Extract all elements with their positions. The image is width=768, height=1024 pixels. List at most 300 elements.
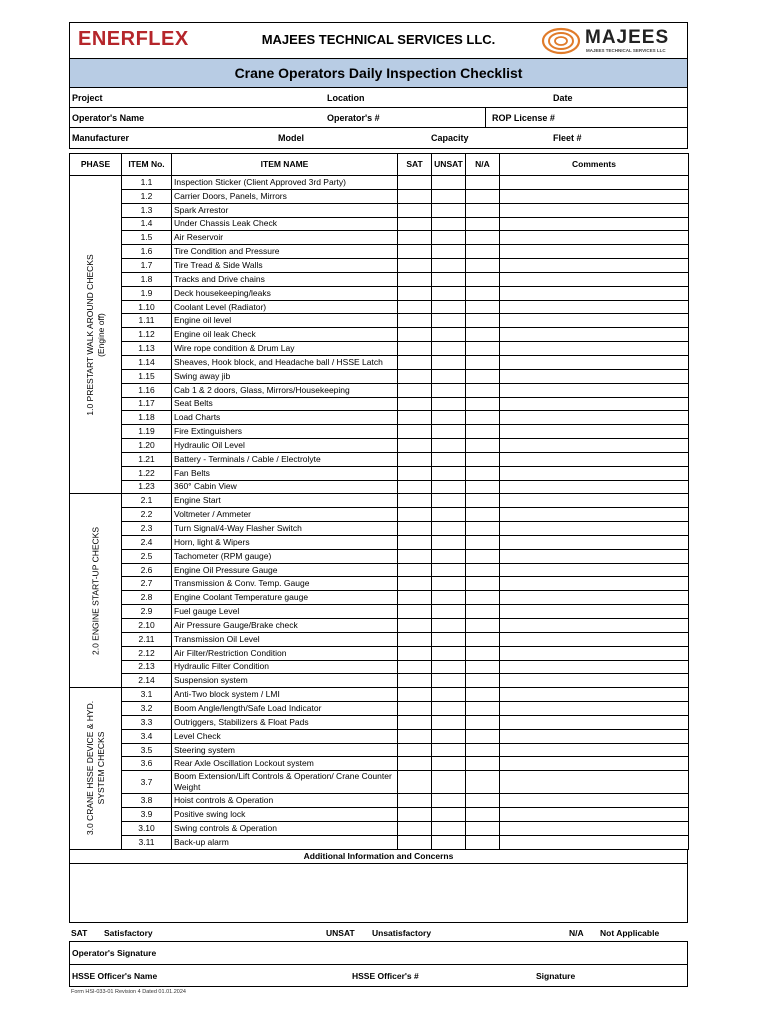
comments-cell[interactable] <box>500 383 689 397</box>
item-number: 1.13 <box>122 342 172 356</box>
na-cell[interactable] <box>466 577 500 591</box>
item-number: 1.15 <box>122 369 172 383</box>
na-cell[interactable] <box>466 369 500 383</box>
legend-na-desc: Not Applicable <box>600 927 660 938</box>
comments-cell[interactable] <box>500 466 689 480</box>
na-cell[interactable] <box>466 259 500 273</box>
item-number: 1.18 <box>122 411 172 425</box>
item-name: Rear Axle Oscillation Lockout system <box>172 757 398 771</box>
unsat-cell[interactable] <box>432 549 466 563</box>
item-name: Load Charts <box>172 411 398 425</box>
unsat-cell[interactable] <box>432 757 466 771</box>
na-cell[interactable] <box>466 688 500 702</box>
item-name: Air Pressure Gauge/Brake check <box>172 619 398 633</box>
table-row <box>70 466 689 480</box>
na-cell[interactable] <box>466 342 500 356</box>
col-unsat: UNSAT <box>432 154 466 176</box>
unsat-cell[interactable] <box>432 425 466 439</box>
sat-cell[interactable] <box>398 591 432 605</box>
na-cell[interactable] <box>466 821 500 835</box>
info-block <box>69 88 688 149</box>
na-cell[interactable] <box>466 715 500 729</box>
table-row <box>70 397 689 411</box>
item-name: Engine oil level <box>172 314 398 328</box>
table-row <box>70 771 689 794</box>
na-cell[interactable] <box>466 300 500 314</box>
comments-cell[interactable] <box>500 286 689 300</box>
sat-cell[interactable] <box>398 314 432 328</box>
phase-label-line1: 1.0 PRESTART WALK AROUND CHECKS <box>84 254 95 416</box>
sat-cell[interactable] <box>398 466 432 480</box>
na-cell[interactable] <box>466 328 500 342</box>
sat-cell[interactable] <box>398 286 432 300</box>
unsat-cell[interactable] <box>432 439 466 453</box>
unsat-cell[interactable] <box>432 286 466 300</box>
unsat-cell[interactable] <box>432 577 466 591</box>
comments-cell[interactable] <box>500 549 689 563</box>
comments-cell[interactable] <box>500 605 689 619</box>
comments-cell[interactable] <box>500 494 689 508</box>
sat-cell[interactable] <box>398 619 432 633</box>
comments-cell[interactable] <box>500 535 689 549</box>
item-number: 2.10 <box>122 619 172 633</box>
item-number: 1.5 <box>122 231 172 245</box>
table-row <box>70 425 689 439</box>
sat-cell[interactable] <box>398 203 432 217</box>
sat-cell[interactable] <box>398 605 432 619</box>
hsse-name-label: HSSE Officer's Name <box>72 970 158 981</box>
item-name: Outriggers, Stabilizers & Float Pads <box>172 715 398 729</box>
na-cell[interactable] <box>466 383 500 397</box>
item-name: Engine Start <box>172 494 398 508</box>
na-cell[interactable] <box>466 549 500 563</box>
sat-cell[interactable] <box>398 771 432 794</box>
table-row <box>70 189 689 203</box>
checklist-header-row <box>70 154 689 176</box>
na-cell[interactable] <box>466 563 500 577</box>
sat-cell[interactable] <box>398 794 432 808</box>
sat-cell[interactable] <box>398 535 432 549</box>
unsat-cell[interactable] <box>432 259 466 273</box>
sat-cell[interactable] <box>398 272 432 286</box>
na-cell[interactable] <box>466 494 500 508</box>
comments-cell[interactable] <box>500 452 689 466</box>
na-cell[interactable] <box>466 286 500 300</box>
unsat-cell[interactable] <box>432 563 466 577</box>
info-row-project <box>70 88 687 108</box>
sat-cell[interactable] <box>398 439 432 453</box>
sat-cell[interactable] <box>398 480 432 494</box>
comments-cell[interactable] <box>500 480 689 494</box>
comments-cell[interactable] <box>500 411 689 425</box>
comments-cell[interactable] <box>500 245 689 259</box>
item-name: Steering system <box>172 743 398 757</box>
unsat-cell[interactable] <box>432 383 466 397</box>
comments-cell[interactable] <box>500 591 689 605</box>
comments-cell[interactable] <box>500 729 689 743</box>
unsat-cell[interactable] <box>432 466 466 480</box>
comments-cell[interactable] <box>500 821 689 835</box>
unsat-cell[interactable] <box>432 646 466 660</box>
unsat-cell[interactable] <box>432 794 466 808</box>
phase-label-line2: SYSTEM CHECKS <box>95 732 106 805</box>
comments-cell[interactable] <box>500 342 689 356</box>
item-number: 2.9 <box>122 605 172 619</box>
item-number: 1.21 <box>122 452 172 466</box>
sat-cell[interactable] <box>398 549 432 563</box>
item-name: Tracks and Drive chains <box>172 272 398 286</box>
na-cell[interactable] <box>466 646 500 660</box>
comments-cell[interactable] <box>500 757 689 771</box>
unsat-cell[interactable] <box>432 771 466 794</box>
comments-cell[interactable] <box>500 743 689 757</box>
comments-cell[interactable] <box>500 328 689 342</box>
item-name: Coolant Level (Radiator) <box>172 300 398 314</box>
date-label: Date <box>553 93 573 103</box>
item-name: Battery - Terminals / Cable / Electrolyte <box>172 452 398 466</box>
comments-cell[interactable] <box>500 300 689 314</box>
comments-cell[interactable] <box>500 577 689 591</box>
na-cell[interactable] <box>466 702 500 716</box>
sat-cell[interactable] <box>398 300 432 314</box>
unsat-cell[interactable] <box>432 369 466 383</box>
table-row <box>70 605 689 619</box>
na-cell[interactable] <box>466 522 500 536</box>
sat-cell[interactable] <box>398 355 432 369</box>
item-number: 1.11 <box>122 314 172 328</box>
item-name: Horn, light & Wipers <box>172 535 398 549</box>
unsat-cell[interactable] <box>432 508 466 522</box>
item-number: 2.3 <box>122 522 172 536</box>
unsat-cell[interactable] <box>432 605 466 619</box>
item-number: 2.14 <box>122 674 172 688</box>
na-cell[interactable] <box>466 508 500 522</box>
sat-cell[interactable] <box>398 632 432 646</box>
table-row <box>70 300 689 314</box>
comments-cell[interactable] <box>500 231 689 245</box>
comments-cell[interactable] <box>500 632 689 646</box>
unsat-cell[interactable] <box>432 176 466 190</box>
unsat-cell[interactable] <box>432 217 466 231</box>
col-phase: PHASE <box>70 154 122 176</box>
unsat-cell[interactable] <box>432 715 466 729</box>
phase-label <box>85 254 107 415</box>
comments-cell[interactable] <box>500 259 689 273</box>
comments-cell[interactable] <box>500 217 689 231</box>
table-row <box>70 355 689 369</box>
comments-cell[interactable] <box>500 355 689 369</box>
capacity-label: Capacity <box>431 133 469 143</box>
item-number: 1.19 <box>122 425 172 439</box>
sat-cell[interactable] <box>398 688 432 702</box>
item-name: Transmission & Conv. Temp. Gauge <box>172 577 398 591</box>
item-number: 3.5 <box>122 743 172 757</box>
item-number: 3.7 <box>122 771 172 794</box>
na-cell[interactable] <box>466 176 500 190</box>
sat-cell[interactable] <box>398 835 432 849</box>
sat-cell[interactable] <box>398 563 432 577</box>
na-cell[interactable] <box>466 771 500 794</box>
info-row-operator <box>70 108 687 128</box>
na-cell[interactable] <box>466 411 500 425</box>
item-name: Hydraulic Oil Level <box>172 439 398 453</box>
unsat-cell[interactable] <box>432 808 466 822</box>
item-name: Swing controls & Operation <box>172 821 398 835</box>
na-cell[interactable] <box>466 466 500 480</box>
item-number: 3.2 <box>122 702 172 716</box>
na-cell[interactable] <box>466 835 500 849</box>
sat-cell[interactable] <box>398 231 432 245</box>
sat-cell[interactable] <box>398 383 432 397</box>
hsse-officer-row[interactable] <box>70 964 687 986</box>
unsat-cell[interactable] <box>432 821 466 835</box>
na-cell[interactable] <box>466 314 500 328</box>
operator-signature-label: Operator's Signature <box>72 947 157 958</box>
item-name: Cab 1 & 2 doors, Glass, Mirrors/Housekeeping <box>172 383 398 397</box>
na-cell[interactable] <box>466 203 500 217</box>
unsat-cell[interactable] <box>432 300 466 314</box>
item-number: 1.23 <box>122 480 172 494</box>
sat-cell[interactable] <box>398 646 432 660</box>
comments-cell[interactable] <box>500 702 689 716</box>
comments-cell[interactable] <box>500 369 689 383</box>
na-cell[interactable] <box>466 480 500 494</box>
unsat-cell[interactable] <box>432 314 466 328</box>
sat-cell[interactable] <box>398 743 432 757</box>
comments-cell[interactable] <box>500 771 689 794</box>
sat-cell[interactable] <box>398 397 432 411</box>
comments-cell[interactable] <box>500 563 689 577</box>
form-title: Crane Operators Daily Inspection Checklist <box>69 58 688 88</box>
comments-cell[interactable] <box>500 272 689 286</box>
na-cell[interactable] <box>466 729 500 743</box>
sat-cell[interactable] <box>398 522 432 536</box>
unsat-cell[interactable] <box>432 203 466 217</box>
sat-cell[interactable] <box>398 508 432 522</box>
table-row <box>70 794 689 808</box>
unsat-cell[interactable] <box>432 688 466 702</box>
unsat-cell[interactable] <box>432 328 466 342</box>
comments-cell[interactable] <box>500 715 689 729</box>
unsat-cell[interactable] <box>432 835 466 849</box>
location-label: Location <box>327 93 365 103</box>
table-row <box>70 808 689 822</box>
item-number: 3.8 <box>122 794 172 808</box>
unsat-cell[interactable] <box>432 535 466 549</box>
na-cell[interactable] <box>466 794 500 808</box>
na-cell[interactable] <box>466 757 500 771</box>
comments-cell[interactable] <box>500 660 689 674</box>
table-row <box>70 314 689 328</box>
item-name: Suspension system <box>172 674 398 688</box>
phase-label-line2: (Engine off) <box>95 312 106 357</box>
comments-cell[interactable] <box>500 203 689 217</box>
unsat-cell[interactable] <box>432 674 466 688</box>
comments-cell[interactable] <box>500 508 689 522</box>
comments-cell[interactable] <box>500 619 689 633</box>
item-number: 1.7 <box>122 259 172 273</box>
additional-info-field[interactable] <box>70 864 687 922</box>
na-cell[interactable] <box>466 217 500 231</box>
na-cell[interactable] <box>466 452 500 466</box>
sat-cell[interactable] <box>398 821 432 835</box>
na-cell[interactable] <box>466 619 500 633</box>
sat-cell[interactable] <box>398 452 432 466</box>
na-cell[interactable] <box>466 674 500 688</box>
unsat-cell[interactable] <box>432 591 466 605</box>
unsat-cell[interactable] <box>432 397 466 411</box>
sat-cell[interactable] <box>398 729 432 743</box>
unsat-cell[interactable] <box>432 272 466 286</box>
table-row <box>70 563 689 577</box>
item-number: 2.12 <box>122 646 172 660</box>
na-cell[interactable] <box>466 231 500 245</box>
na-cell[interactable] <box>466 535 500 549</box>
unsat-cell[interactable] <box>432 231 466 245</box>
table-row <box>70 480 689 494</box>
item-number: 2.7 <box>122 577 172 591</box>
sat-cell[interactable] <box>398 494 432 508</box>
na-cell[interactable] <box>466 439 500 453</box>
unsat-cell[interactable] <box>432 355 466 369</box>
item-name: Boom Angle/length/Safe Load Indicator <box>172 702 398 716</box>
sat-cell[interactable] <box>398 425 432 439</box>
item-number: 3.3 <box>122 715 172 729</box>
item-name: Anti-Two block system / LMI <box>172 688 398 702</box>
legend-sat: SAT <box>71 927 88 938</box>
na-cell[interactable] <box>466 272 500 286</box>
na-cell[interactable] <box>466 425 500 439</box>
na-cell[interactable] <box>466 245 500 259</box>
sat-cell[interactable] <box>398 411 432 425</box>
na-cell[interactable] <box>466 660 500 674</box>
table-row <box>70 729 689 743</box>
na-cell[interactable] <box>466 808 500 822</box>
comments-cell[interactable] <box>500 314 689 328</box>
comments-cell[interactable] <box>500 189 689 203</box>
table-row <box>70 508 689 522</box>
sat-cell[interactable] <box>398 715 432 729</box>
unsat-cell[interactable] <box>432 729 466 743</box>
unsat-cell[interactable] <box>432 452 466 466</box>
item-name: Tire Condition and Pressure <box>172 245 398 259</box>
unsat-cell[interactable] <box>432 480 466 494</box>
item-number: 3.6 <box>122 757 172 771</box>
table-row <box>70 577 689 591</box>
table-row <box>70 452 689 466</box>
comments-cell[interactable] <box>500 688 689 702</box>
na-cell[interactable] <box>466 397 500 411</box>
sat-cell[interactable] <box>398 369 432 383</box>
table-row <box>70 660 689 674</box>
item-number: 3.4 <box>122 729 172 743</box>
comments-cell[interactable] <box>500 794 689 808</box>
unsat-cell[interactable] <box>432 245 466 259</box>
item-name: Fire Extinguishers <box>172 425 398 439</box>
sat-cell[interactable] <box>398 702 432 716</box>
sat-cell[interactable] <box>398 577 432 591</box>
unsat-cell[interactable] <box>432 632 466 646</box>
item-number: 1.14 <box>122 355 172 369</box>
unsat-cell[interactable] <box>432 660 466 674</box>
item-name: Engine oil leak Check <box>172 328 398 342</box>
majees-logo <box>541 26 681 56</box>
na-cell[interactable] <box>466 355 500 369</box>
comments-cell[interactable] <box>500 439 689 453</box>
na-cell[interactable] <box>466 743 500 757</box>
comments-cell[interactable] <box>500 397 689 411</box>
legend <box>69 923 688 941</box>
sat-cell[interactable] <box>398 342 432 356</box>
item-number: 1.4 <box>122 217 172 231</box>
na-cell[interactable] <box>466 632 500 646</box>
item-name: Under Chassis Leak Check <box>172 217 398 231</box>
table-row <box>70 203 689 217</box>
item-number: 1.22 <box>122 466 172 480</box>
unsat-cell[interactable] <box>432 702 466 716</box>
item-name: Wire rope condition & Drum Lay <box>172 342 398 356</box>
sat-cell[interactable] <box>398 217 432 231</box>
comments-cell[interactable] <box>500 425 689 439</box>
enerflex-logo: ENERFLEX <box>78 28 189 50</box>
item-name: Inspection Sticker (Client Approved 3rd Party) <box>172 176 398 190</box>
comments-cell[interactable] <box>500 808 689 822</box>
sat-cell[interactable] <box>398 328 432 342</box>
item-name: Hydraulic Filter Condition <box>172 660 398 674</box>
unsat-cell[interactable] <box>432 494 466 508</box>
table-row <box>70 835 689 849</box>
sat-cell[interactable] <box>398 674 432 688</box>
unsat-cell[interactable] <box>432 342 466 356</box>
comments-cell[interactable] <box>500 522 689 536</box>
na-cell[interactable] <box>466 591 500 605</box>
item-name: Swing away jib <box>172 369 398 383</box>
item-number: 1.12 <box>122 328 172 342</box>
comments-cell[interactable] <box>500 674 689 688</box>
sat-cell[interactable] <box>398 808 432 822</box>
table-row <box>70 494 689 508</box>
item-number: 2.8 <box>122 591 172 605</box>
item-number: 2.11 <box>122 632 172 646</box>
comments-cell[interactable] <box>500 835 689 849</box>
operator-signature-row[interactable] <box>70 942 687 964</box>
comments-cell[interactable] <box>500 176 689 190</box>
comments-cell[interactable] <box>500 646 689 660</box>
project-label: Project <box>72 93 103 103</box>
sat-cell[interactable] <box>398 660 432 674</box>
table-row <box>70 549 689 563</box>
sat-cell[interactable] <box>398 176 432 190</box>
item-number: 2.5 <box>122 549 172 563</box>
additional-info-heading: Additional Information and Concerns <box>70 850 687 864</box>
sat-cell[interactable] <box>398 189 432 203</box>
sat-cell[interactable] <box>398 259 432 273</box>
table-row <box>70 821 689 835</box>
sat-cell[interactable] <box>398 245 432 259</box>
unsat-cell[interactable] <box>432 411 466 425</box>
unsat-cell[interactable] <box>432 743 466 757</box>
sat-cell[interactable] <box>398 757 432 771</box>
unsat-cell[interactable] <box>432 522 466 536</box>
na-cell[interactable] <box>466 605 500 619</box>
item-number: 3.1 <box>122 688 172 702</box>
item-number: 3.9 <box>122 808 172 822</box>
table-row <box>70 342 689 356</box>
na-cell[interactable] <box>466 189 500 203</box>
unsat-cell[interactable] <box>432 619 466 633</box>
item-name: Hoist controls & Operation <box>172 794 398 808</box>
unsat-cell[interactable] <box>432 189 466 203</box>
